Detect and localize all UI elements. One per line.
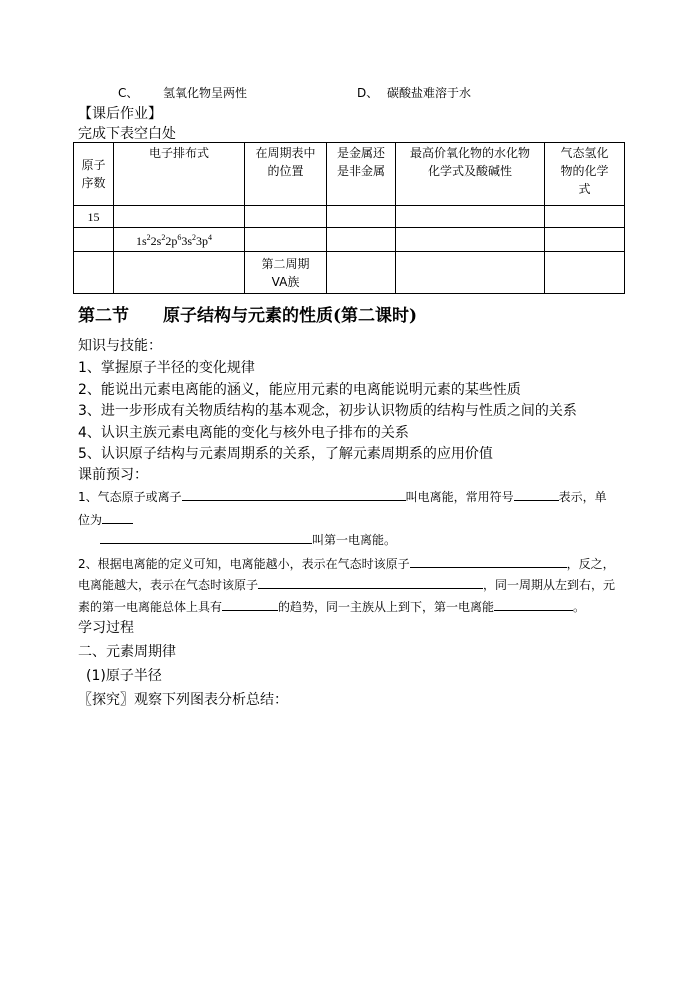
process-sub1: 二、元素周期律 bbox=[78, 644, 176, 660]
knowledge-item-3: 3、进一步形成有关物质结构的基本观念，初步认识物质的结构与性质之间的关系 bbox=[78, 403, 577, 419]
blank-q2-large[interactable] bbox=[258, 587, 483, 589]
blank-q1-unit[interactable] bbox=[102, 522, 133, 524]
header-metal: 是金属还 是非金属 bbox=[327, 143, 396, 206]
table-header-row bbox=[74, 143, 625, 206]
blank-q1-first-ionization[interactable] bbox=[100, 542, 312, 544]
element-table bbox=[73, 142, 625, 294]
header-atomic-number: 原子 序数 bbox=[74, 143, 114, 206]
knowledge-item-1: 1、掌握原子半径的变化规律 bbox=[78, 360, 255, 376]
row3-position: 第二周期 VA族 bbox=[245, 252, 327, 294]
section-title: 第二节 原子结构与元素的性质(第二课时) bbox=[78, 306, 418, 326]
process-heading: 学习过程 bbox=[78, 620, 134, 636]
preview-q1-line2: 位为 bbox=[78, 511, 133, 528]
table-row bbox=[74, 228, 625, 252]
option-d-label: D、 bbox=[357, 86, 379, 100]
preview-q2-line2: 电离能越大，表示在气态时该原子 ，同一周期从左到右，元 bbox=[78, 578, 616, 592]
knowledge-heading: 知识与技能： bbox=[78, 338, 162, 354]
table-row bbox=[74, 252, 625, 294]
option-d-text: 碳酸盐难溶于水 bbox=[387, 86, 472, 100]
homework-heading: 【课后作业】 bbox=[78, 106, 162, 122]
process-explore: 〖探究〗观察下列图表分析总结： bbox=[78, 692, 288, 708]
row1-atomic-number: 15 bbox=[74, 206, 114, 228]
blank-q2-group-trend[interactable] bbox=[494, 609, 573, 611]
preview-q2-line3: 素的第一电离能总体上具有 的趋势，同一主族从上到下，第一电离能 。 bbox=[78, 600, 586, 614]
blank-q2-small[interactable] bbox=[410, 566, 567, 568]
row2-electron-config: $1s^22s^22p^63s^23p^4$ bbox=[114, 228, 245, 252]
table-row bbox=[74, 206, 625, 228]
preview-q1-line1: 1、气态原子或离子 叫电离能，常用符号 表示，单 bbox=[78, 490, 607, 504]
header-oxide-hydrate: 最高价氧化物的水化物 化学式及酸碱性 bbox=[396, 143, 545, 206]
header-position: 在周期表中 的位置 bbox=[245, 143, 327, 206]
process-sub2: (1)原子半径 bbox=[86, 668, 162, 684]
blank-q1-definition[interactable] bbox=[182, 499, 406, 501]
knowledge-item-4: 4、认识主族元素电离能的变化与核外电子排布的关系 bbox=[78, 425, 409, 441]
header-electron-config: 电子排布式 bbox=[114, 143, 245, 206]
preview-q1-line3: 叫第一电离能。 bbox=[100, 531, 396, 548]
option-c-label: C、 bbox=[118, 86, 139, 100]
blank-q1-symbol[interactable] bbox=[514, 499, 559, 501]
option-c-text: 氢氧化物呈两性 bbox=[163, 86, 248, 100]
blank-q2-trend[interactable] bbox=[222, 609, 278, 611]
knowledge-item-5: 5、认识原子结构与元素周期系的关系，了解元素周期系的应用价值 bbox=[78, 446, 493, 462]
preview-q2-line1: 2、根据电离能的定义可知，电离能越小，表示在气态时该原子 ，反之， bbox=[78, 557, 615, 571]
header-hydride: 气态氢化 物的化学 式 bbox=[545, 143, 625, 206]
preview-heading: 课前预习： bbox=[78, 467, 148, 483]
knowledge-item-2: 2、能说出元素电离能的涵义，能应用元素的电离能说明元素的某些性质 bbox=[78, 382, 521, 398]
homework-instruction: 完成下表空白处 bbox=[78, 126, 176, 142]
